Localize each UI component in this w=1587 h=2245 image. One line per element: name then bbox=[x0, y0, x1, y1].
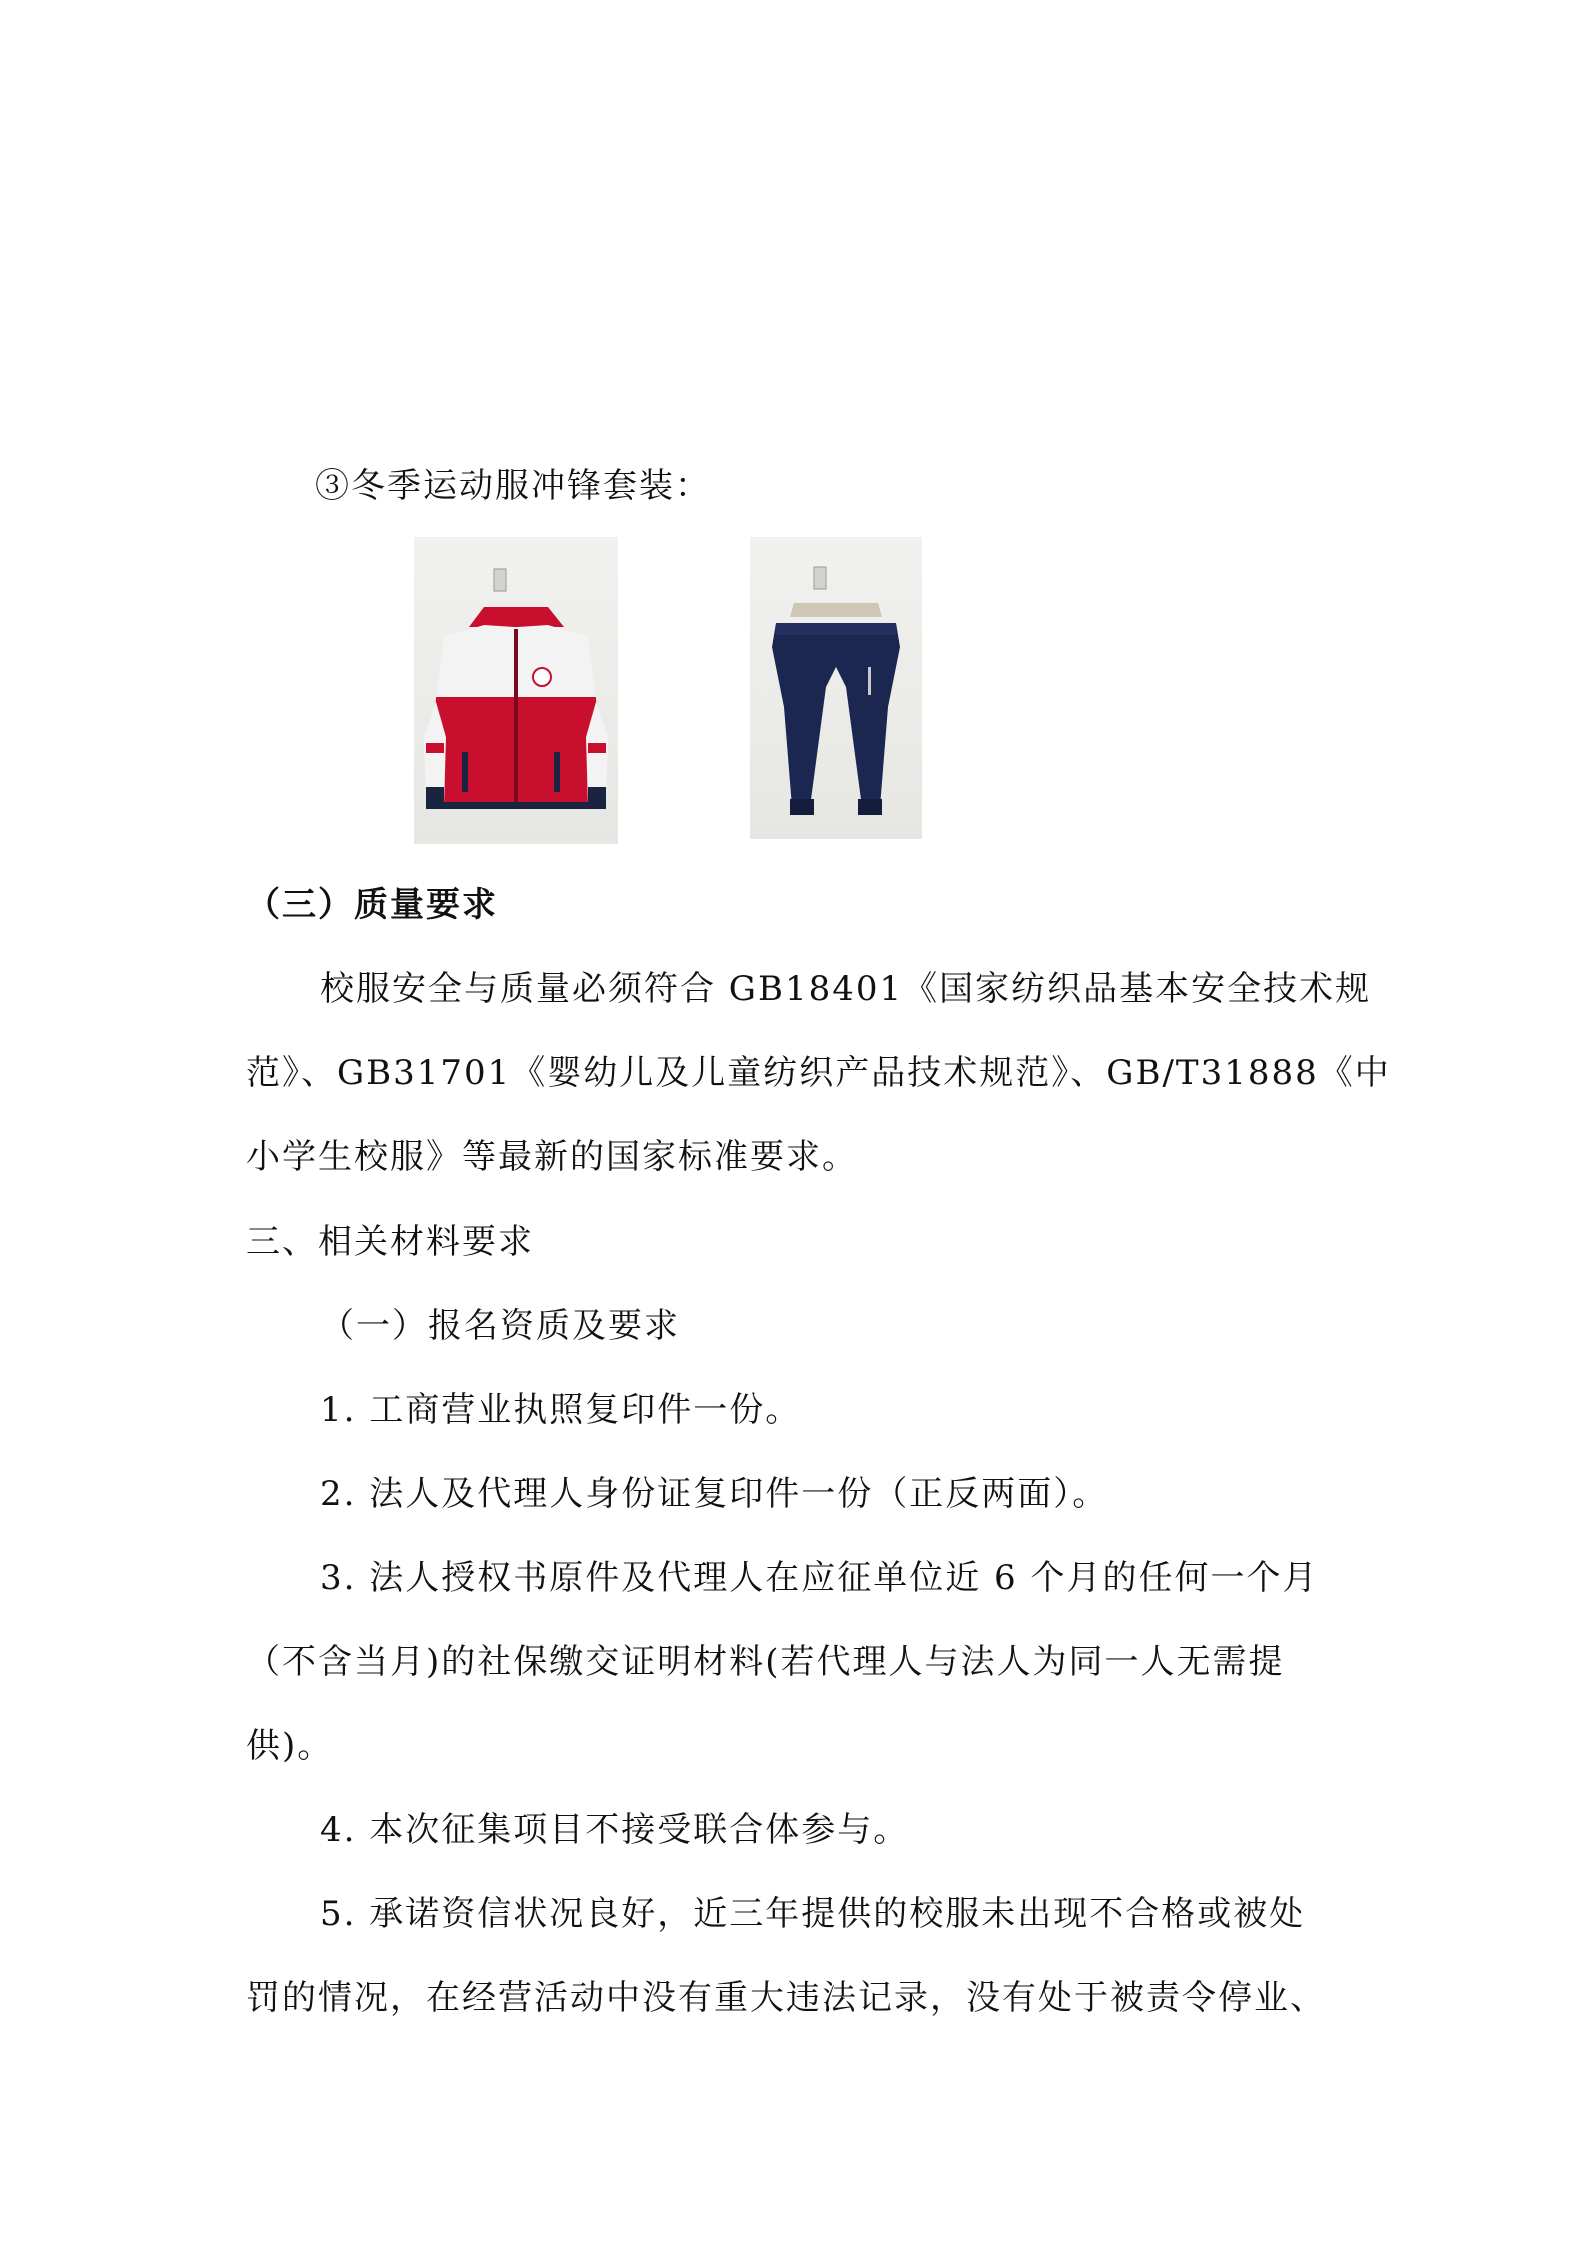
section-materials-title: 三、相关材料要求 bbox=[246, 1222, 534, 1262]
quality-line-3: 小学生校服》等最新的国家标准要求。 bbox=[246, 1137, 858, 1177]
jacket-photo bbox=[414, 537, 618, 844]
item-4: 4. 本次征集项目不接受联合体参与。 bbox=[320, 1810, 910, 1850]
item-3-line-1: 3. 法人授权书原件及代理人在应征单位近 6 个月的任何一个月 bbox=[320, 1558, 1319, 1598]
heading-winter-sportswear: ③冬季运动服冲锋套装： bbox=[315, 466, 711, 506]
jacket-icon bbox=[414, 537, 618, 844]
item-5-line-1: 5. 承诺资信状况良好，近三年提供的校服未出现不合格或被处 bbox=[320, 1894, 1306, 1934]
item-1: 1. 工商营业执照复印件一份。 bbox=[320, 1390, 802, 1430]
quality-line-1: 校服安全与质量必须符合 GB18401《国家纺织品基本安全技术规 bbox=[320, 969, 1372, 1009]
pants-icon bbox=[750, 537, 922, 839]
pants-photo bbox=[750, 537, 922, 839]
item-3-line-3: 供)。 bbox=[246, 1726, 334, 1766]
quality-line-2: 范》、GB31701《婴幼儿及儿童纺织产品技术规范》、GB/T31888《中 bbox=[246, 1053, 1391, 1093]
item-3-line-2: （不含当月)的社保缴交证明材料(若代理人与法人为同一人无需提 bbox=[246, 1642, 1285, 1682]
subsection-registration-title: （一）报名资质及要求 bbox=[320, 1306, 680, 1346]
item-2: 2. 法人及代理人身份证复印件一份（正反两面）。 bbox=[320, 1474, 1109, 1514]
section-quality-title: （三）质量要求 bbox=[246, 885, 498, 925]
item-5-line-2: 罚的情况，在经营活动中没有重大违法记录，没有处于被责令停业、 bbox=[246, 1978, 1326, 2018]
